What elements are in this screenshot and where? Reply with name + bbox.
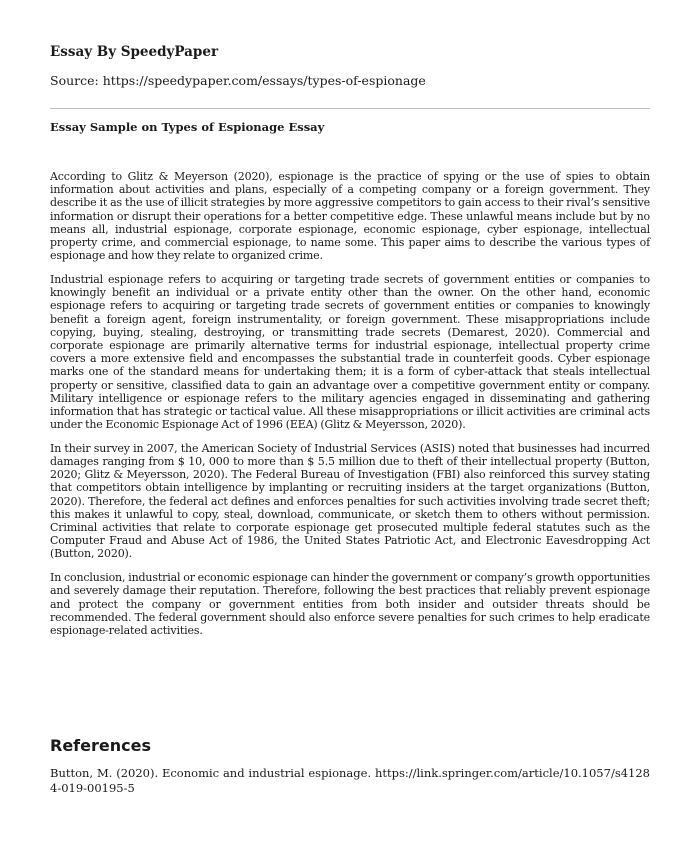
reference-item: Button, M. (2020). Economic and industrial espionage. https://link.springer.com/article/10.1057/s41284-019-00195-5: [50, 766, 650, 795]
essay-title: Essay Sample on Types of Espionage Essay: [50, 120, 325, 134]
references-heading: References: [50, 736, 151, 755]
essay-paragraph-2: Industrial espionage refers to acquiring or targeting trade secrets of government entities or companies to knowingly benefit an individual or a private entity other than the owner. On the other hand, economic espionage refers to acquiring or targeting trade secrets of government entities or companies to knowingly benefit a foreign agent, foreign instrumentality, or foreign government. These misappropriations include copying, buying, stealing, destroying, or transmitting trade secrets (Demarest, 2020). Commercial and corporate espionage are primarily alternative terms for industrial espionage, intellectual property crime covers a more extensive field and encompasses the substantial trade in counterfeit goods. Cyber espionage marks one of the standard means for undertaking them; it is a form of cyber-attack that steals intellectual property or sensitive, classified data to gain an advantage over a competitive government entity or company. Military intelligence or espionage refers to the military agencies engaged in disseminating and gathering information that has strategic or tactical value. All these misappropriations or illicit activities are criminal acts under the Economic Espionage Act of 1996 (EEA) (Glitz & Meyersson, 2020).: [50, 272, 650, 432]
source-line: Source: https://speedypaper.com/essays/types-of-espionage: [50, 73, 426, 88]
header-divider: [50, 108, 650, 109]
essay-paragraph-3: In their survey in 2007, the American Society of Industrial Services (ASIS) noted that businesses had incurred damages ranging from $ 10, 000 to more than $ 5.5 million due to theft of their intellectual property (Button, 2020; Glitz & Meyersson, 2020). The Federal Bureau of Investigation (FBI) also reinforced this survey stating that competitors obtain intelligence by implanting or recruiting insiders at the target organizations (Button, 2020). Therefore, the federal act defines and enforces penalties for such activities involving trade secret theft; this makes it unlawful to copy, steal, download, communicate, or sketch them to others without permission. Criminal activities that relate to corporate espionage get prosecuted multiple federal statutes such as the Computer Fraud and Abuse Act of 1986, the United States Patriotic Act, and Electronic Eavesdropping Act (Button, 2020).: [50, 441, 650, 561]
essay-body: [50, 170, 650, 648]
essay-paragraph-4: In conclusion, industrial or economic espionage can hinder the government or company’s growth opportunities and severely damage their reputation. Therefore, following the best practices that reliably prevent espionage and protect the company or government entities from both insider and outsider threats should be recommended. The federal government should also enforce severe penalties for such crimes to help eradicate espionage-related activities.: [50, 571, 650, 637]
essay-paragraph-1: According to Glitz & Meyerson (2020), espionage is the practice of spying or the use of spies to obtain information about activities and plans, especially of a competing company or a foreign government. They describe it as the use of illicit strategies by more aggressive competitors to gain access to their rival’s sensitive information or disrupt their operations for a better competitive edge. These unlawful means include but by no means all, industrial espionage, corporate espionage, economic espionage, cyber espionage, intellectual property crime, and commercial espionage, to name some. This paper aims to describe the various types of espionage and how they relate to organized crime.: [50, 170, 650, 263]
brand-title: Essay By SpeedyPaper: [50, 44, 219, 60]
